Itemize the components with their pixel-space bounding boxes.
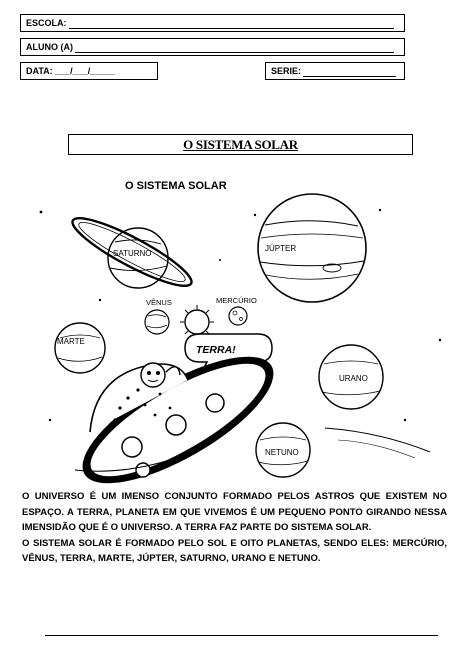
student-label: ALUNO (A)	[26, 42, 73, 52]
footer-divider	[45, 635, 438, 636]
school-field[interactable]	[20, 14, 405, 32]
uranus-label: URANO	[339, 374, 368, 383]
solar-system-illustration	[20, 170, 460, 485]
mars-label: MARTE	[57, 337, 85, 346]
jupiter-planet	[258, 194, 366, 302]
description-text	[22, 489, 447, 567]
page-title: O SISTEMA SOLAR	[183, 136, 298, 152]
saturn-label: SATURNO	[113, 249, 152, 258]
grade-field[interactable]	[265, 62, 405, 80]
saturn-planet	[66, 208, 197, 296]
grade-blank-line[interactable]	[303, 66, 396, 77]
mercury-planet	[216, 296, 257, 325]
title-box	[68, 134, 413, 155]
paragraph-solar-system: O SISTEMA SOLAR É FORMADO PELO SOL E OITO PLANETAS, SENDO ELES: MERCÚRIO, VÊNUS, TERRA, MARTE, JÚPTER, SATURNO, URANO E NETUNO.	[22, 537, 447, 565]
neptune-planet	[256, 423, 310, 477]
school-label: ESCOLA:	[26, 18, 67, 28]
student-field[interactable]	[20, 38, 405, 56]
date-field[interactable]	[20, 62, 158, 80]
date-label: DATA: ___/___/_____	[26, 66, 116, 76]
mercury-label: MERCÚRIO	[216, 296, 257, 305]
neptune-label: NETUNO	[265, 448, 299, 457]
student-blank-line[interactable]	[75, 42, 394, 53]
mars-planet	[55, 323, 105, 373]
school-blank-line[interactable]	[69, 18, 395, 29]
uranus-planet	[319, 345, 383, 409]
jupiter-label: JÚPTER	[265, 244, 297, 253]
paragraph-universe: O UNIVERSO É UM IMENSO CONJUNTO FORMADO PELOS ASTROS QUE EXISTEM NO ESPAÇO. A TERRA, PLANETA EM QUE VIVEMOS É UM PEQUENO PONTO GIRANDO NESSA IMENSIDÃO QUE É O UNIVERSO. A TERRA FAZ PARTE DO SISTEMA SOLAR.	[22, 491, 447, 534]
grade-label: SERIE:	[271, 66, 302, 76]
venus-planet	[145, 298, 172, 334]
illustration-heading: O SISTEMA SOLAR	[125, 180, 227, 192]
speech-bubble-text: TERRA!	[196, 344, 236, 356]
venus-label: VÊNUS	[146, 298, 172, 307]
